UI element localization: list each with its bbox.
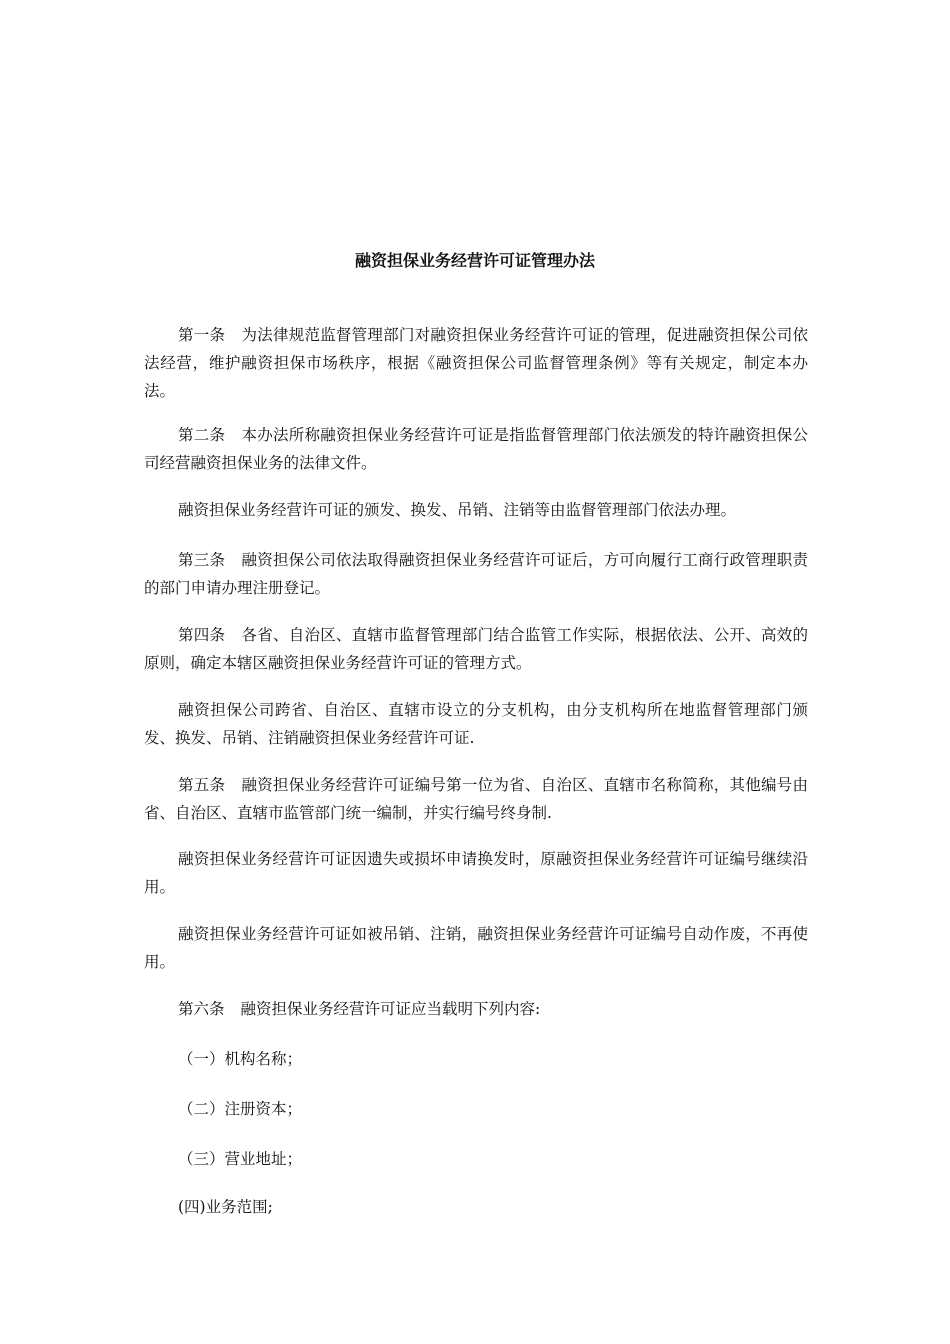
article-text: 各省、自治区、直辖市监督管理部门结合监管工作实际，根据依法、公开、高效的原则，确定本辖区融资担保业务经营许可证的管理方式。 <box>144 626 808 672</box>
list-item: （三）营业地址； <box>178 1150 303 1168</box>
article-2-paragraph <box>144 421 808 477</box>
article-text: 融资担保业务经营许可证的颁发、换发、吊销、注销等由监督管理部门依法办理。 <box>178 501 737 519</box>
article-text: 融资担保业务经营许可证如被吊销、注销，融资担保业务经营许可证编号自动作废，不再使用。 <box>144 925 808 971</box>
article-text: 融资担保业务经营许可证编号第一位为省、自治区、直辖市名称简称，其他编号由省、自治区、直辖市监管部门统一编制，并实行编号终身制. <box>144 776 808 822</box>
article-label: 第三条 <box>178 551 226 569</box>
article-5-clause-paragraph <box>144 845 808 901</box>
article-label: 第五条 <box>178 776 226 794</box>
article-label: 第六条 <box>178 1000 225 1018</box>
article-6-paragraph <box>144 995 808 1023</box>
article-label: 第二条 <box>178 426 226 444</box>
article-text: 本办法所称融资担保业务经营许可证是指监督管理部门依法颁发的特许融资担保公司经营融资担保业务的法律文件。 <box>144 426 808 472</box>
list-item: (四)业务范围; <box>178 1198 273 1216</box>
document-title: 融资担保业务经营许可证管理办法 <box>354 251 595 270</box>
article-text: 融资担保公司依法取得融资担保业务经营许可证后，方可向履行工商行政管理职责的部门申请办理注册登记。 <box>144 551 808 597</box>
list-item: （一）机构名称； <box>178 1050 303 1068</box>
article-text: 融资担保业务经营许可证因遗失或损坏申请换发时，原融资担保业务经营许可证编号继续沿用。 <box>144 850 808 896</box>
article-2-clause-paragraph <box>144 496 808 524</box>
article-label: 第四条 <box>178 626 226 644</box>
article-text: 融资担保业务经营许可证应当载明下列内容: <box>240 1000 541 1018</box>
article-4-clause-paragraph <box>144 696 808 752</box>
article-label: 第一条 <box>178 326 226 344</box>
article-3-paragraph <box>144 546 808 602</box>
list-item: （二）注册资本； <box>178 1100 303 1118</box>
article-4-paragraph <box>144 621 808 677</box>
article-text: 融资担保公司跨省、自治区、直辖市设立的分支机构，由分支机构所在地监督管理部门颁发、换发、吊销、注销融资担保业务经营许可证. <box>144 701 808 747</box>
article-5-clause-paragraph <box>144 920 808 976</box>
article-text: 为法律规范监督管理部门对融资担保业务经营许可证的管理，促进融资担保公司依法经营，维护融资担保市场秩序，根据《融资担保公司监督管理条例》等有关规定，制定本办法。 <box>144 326 808 400</box>
article-5-paragraph <box>144 771 808 827</box>
article-1-paragraph <box>144 321 808 405</box>
